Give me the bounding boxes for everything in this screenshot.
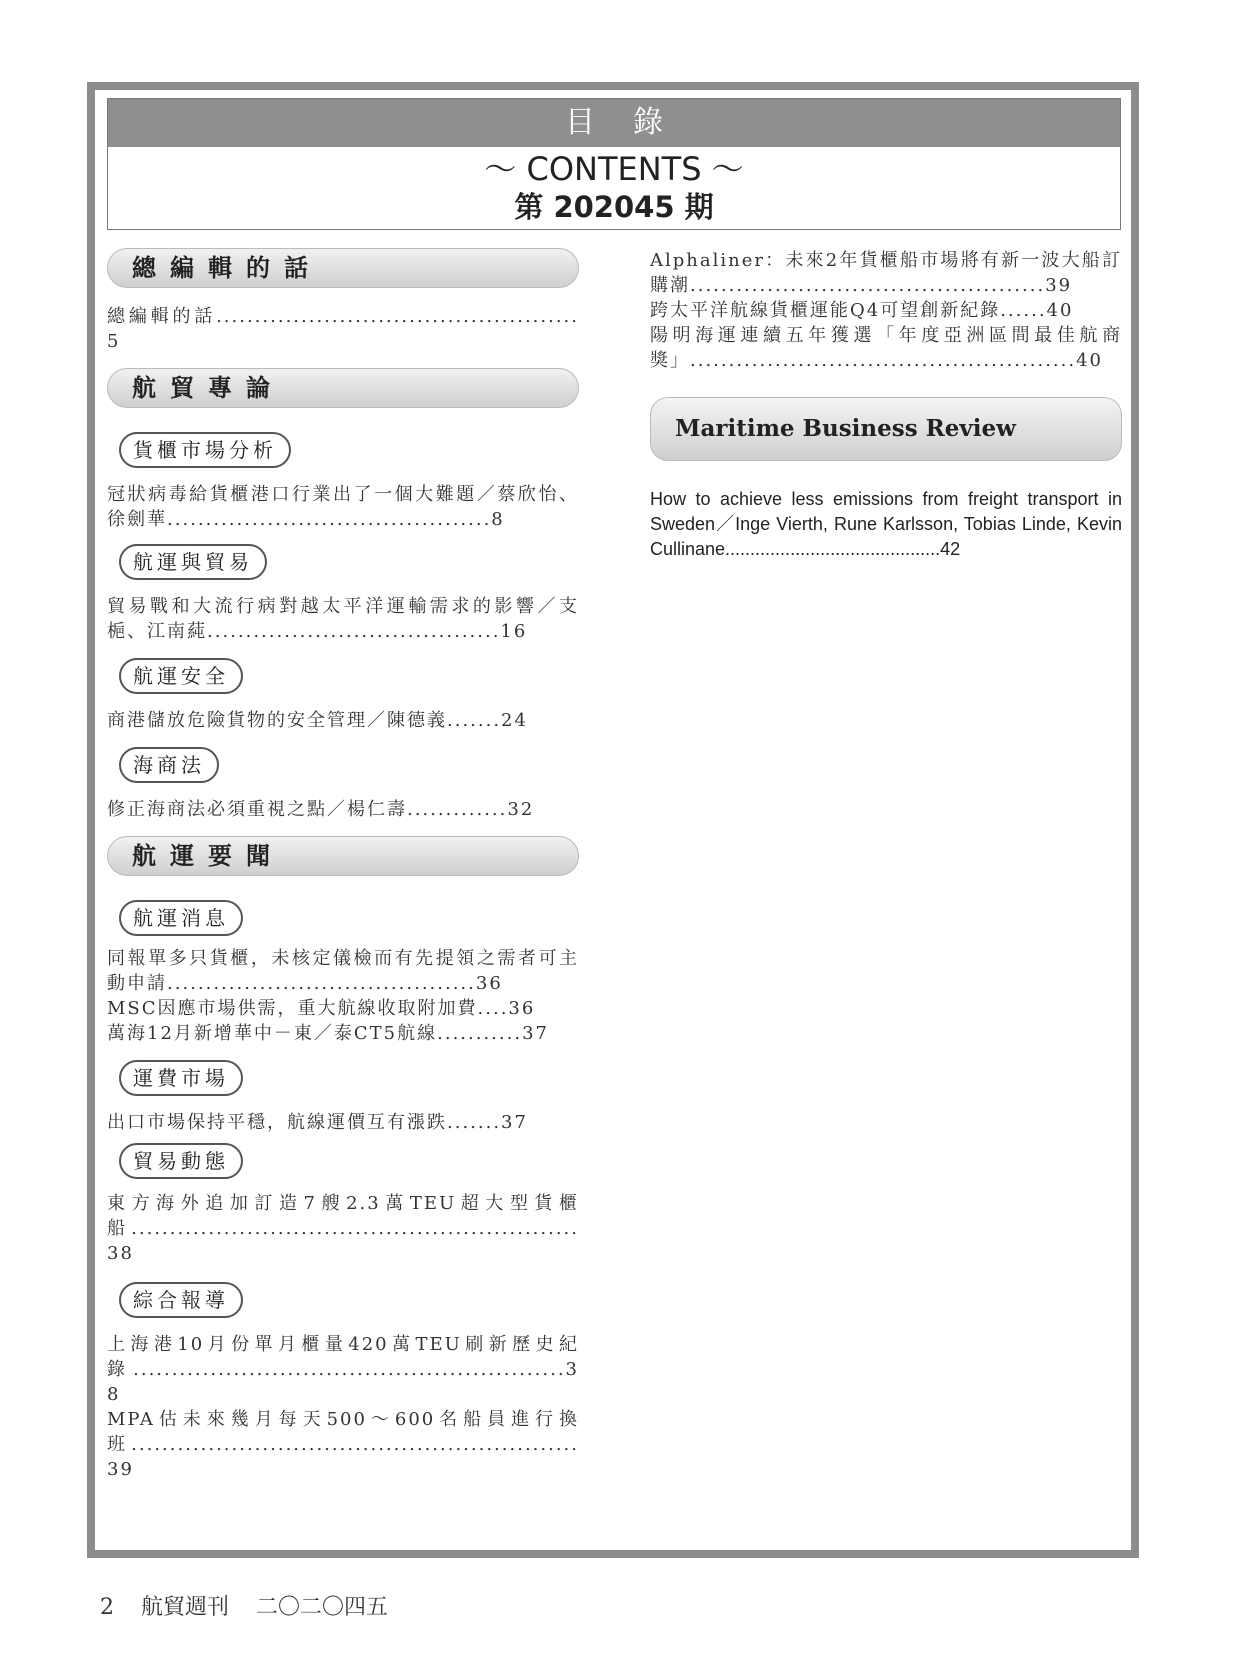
footer-issue: 二〇二〇四五 xyxy=(256,1595,389,1620)
toc-entry-container[interactable]: 冠狀病毒給貨櫃港口行業出了一個大難題／蔡欣怡、徐劍華..........................................8 xyxy=(107,484,579,530)
subsection-shipping-trade: 航運與貿易 xyxy=(119,544,267,580)
contents-title-zh: 目錄 xyxy=(108,99,1120,147)
issue-number: 第 202045 期 xyxy=(514,190,714,224)
toc-entry-safety[interactable]: 商港儲放危險貨物的安全管理／陳德義.......24 xyxy=(107,710,528,731)
toc-entry-yangming[interactable]: 陽明海運連續五年獲選「年度亞洲區間最佳航商獎」..................................................40 xyxy=(650,325,1122,371)
contents-title-en: ～ CONTENTS ～ xyxy=(484,150,744,188)
toc-entry-trade[interactable]: 東方海外追加訂造7艘2.3萬TEU超大型貨櫃船..........................................................38 xyxy=(107,1193,579,1264)
subsection-safety: 航運安全 xyxy=(119,658,243,694)
magazine-name: 航貿週刊 xyxy=(141,1595,230,1620)
subsection-trade-dynamics: 貿易動態 xyxy=(119,1143,243,1179)
toc-entry-general-1[interactable]: 上海港10月份單月櫃量420萬TEU刷新歷史紀錄........................................................38 xyxy=(107,1334,579,1405)
right-column xyxy=(650,248,1122,562)
subsection-container-market: 貨櫃市場分析 xyxy=(119,432,291,468)
toc-entry-alphaliner[interactable]: Alphaliner：未來2年貨櫃船市場將有新一波大船訂購潮..............................................39 xyxy=(650,250,1122,296)
page-footer xyxy=(100,1590,408,1621)
toc-entry-maritime-law[interactable]: 修正海商法必須重視之點／楊仁壽.............32 xyxy=(107,799,535,820)
left-column xyxy=(107,248,579,1482)
contents-header xyxy=(107,98,1121,230)
subsection-shipping-news: 航運消息 xyxy=(119,900,243,936)
toc-entry-transpacific[interactable]: 跨太平洋航線貨櫃運能Q4可望創新紀錄......40 xyxy=(650,300,1074,321)
toc-entry-general-2[interactable]: MPA估未來幾月每天500～600名船員進行換班..........................................................39 xyxy=(107,1409,579,1480)
subsection-freight-market: 運費市場 xyxy=(119,1060,243,1096)
toc-entry-news-1[interactable]: 同報單多只貨櫃，未核定儀檢而有先提領之需者可主動申請........................................36 xyxy=(107,948,579,994)
toc-entry-shipping-trade[interactable]: 貿易戰和大流行病對越太平洋運輸需求的影響／支梔、江南蒓......................................16 xyxy=(107,596,579,642)
subsection-maritime-law: 海商法 xyxy=(119,747,219,783)
toc-entry-news-2[interactable]: MSC因應市場供需，重大航線收取附加費....36 xyxy=(107,998,536,1019)
toc-entry-mbr[interactable]: How to achieve less emissions from freight transport in Sweden／Inge Vierth, Rune Karlsson, Tobias Linde, Kevin Cullinane...........................................42 xyxy=(650,489,1122,559)
section-editor: 總編輯的話 xyxy=(107,248,579,288)
page-number: 2 xyxy=(100,1595,114,1620)
section-maritime-business-review: Maritime Business Review xyxy=(650,397,1122,461)
toc-entry-news-3[interactable]: 萬海12月新增華中－東／泰CT5航線...........37 xyxy=(107,1023,549,1044)
toc-entry-editor[interactable]: 總編輯的話...............................................5 xyxy=(107,306,579,352)
toc-entry-freight[interactable]: 出口市場保持平穩，航線運價互有漲跌.......37 xyxy=(107,1112,528,1133)
section-review: 航貿專論 xyxy=(107,368,579,408)
section-news: 航運要聞 xyxy=(107,836,579,876)
subsection-general-report: 綜合報導 xyxy=(119,1282,243,1318)
